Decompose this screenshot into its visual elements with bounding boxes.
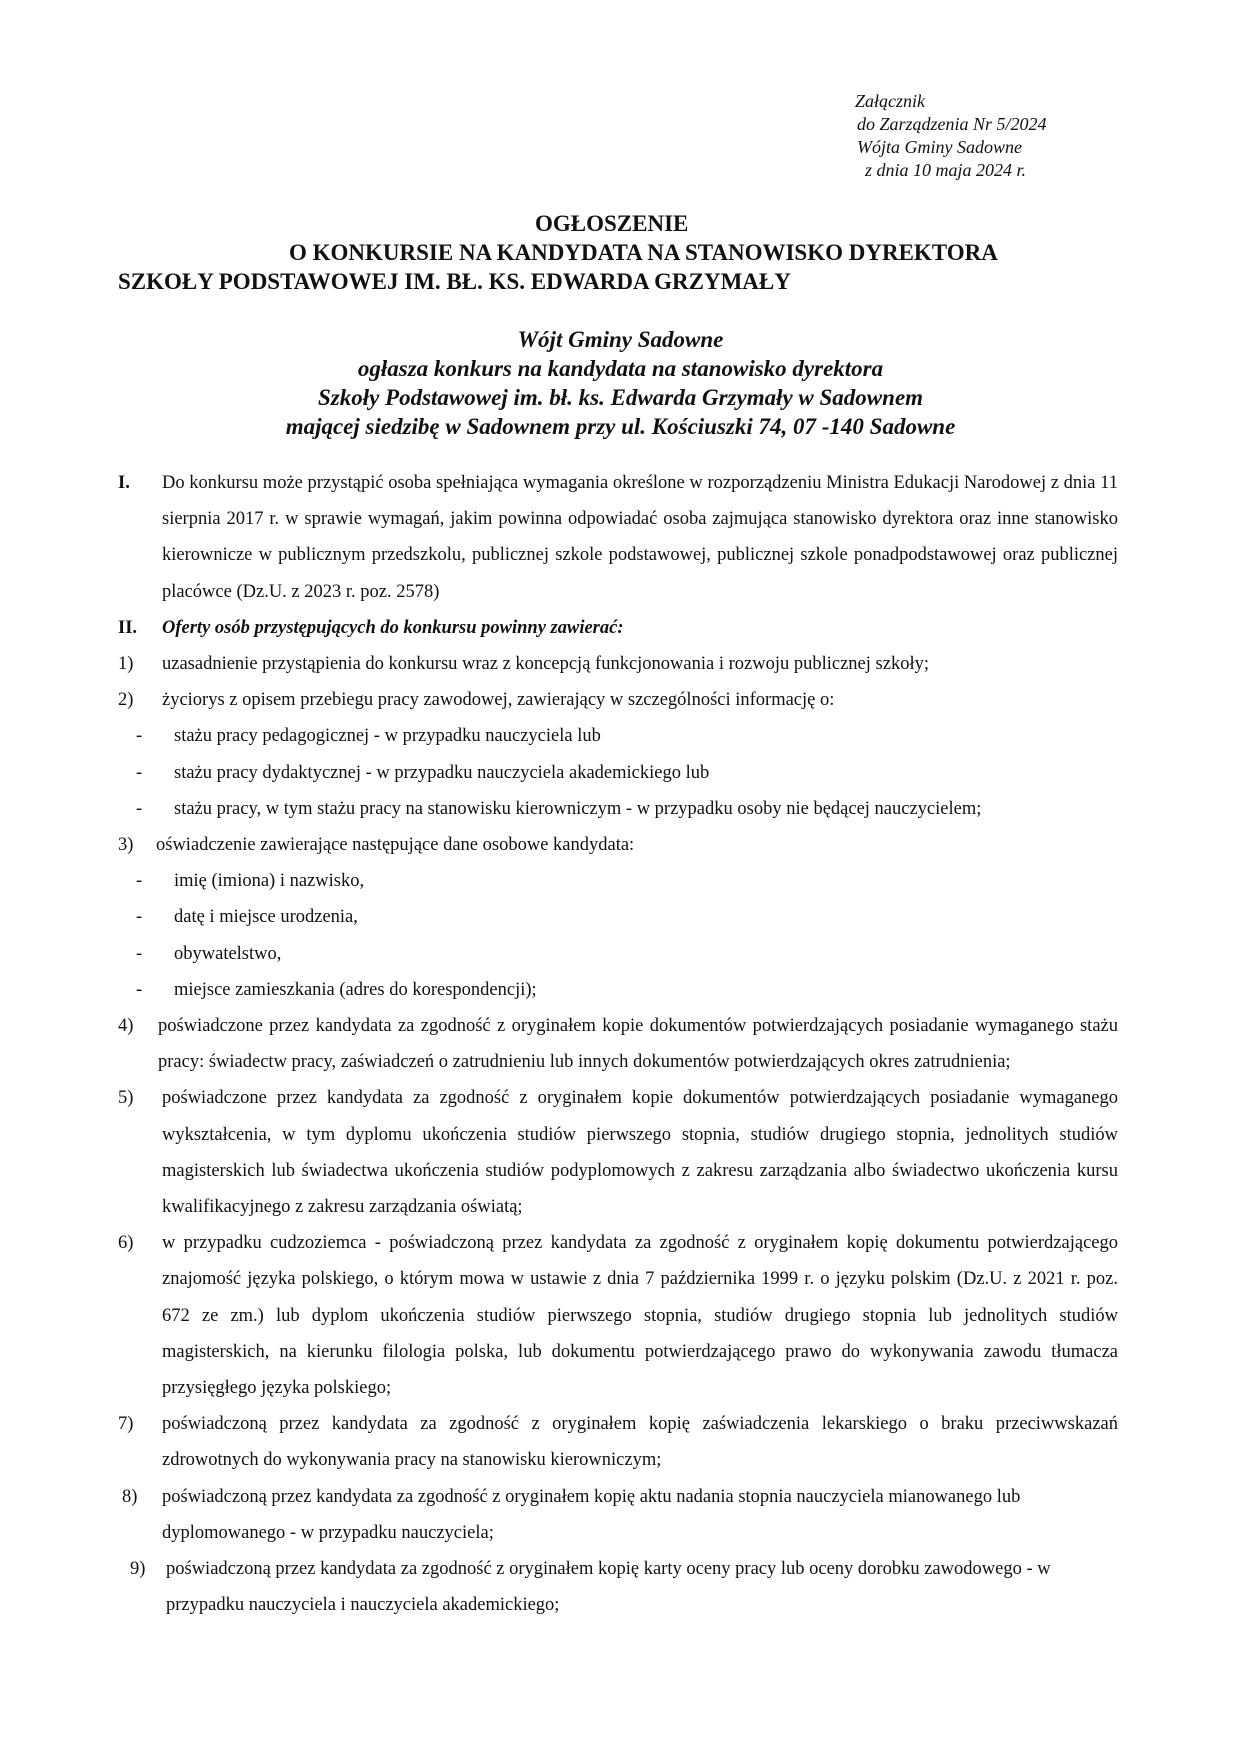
dash-marker: - (136, 943, 143, 964)
item-marker: 5) (118, 1088, 134, 1109)
section-2 (118, 610, 1118, 646)
heading-title: OGŁOSZENIE (535, 211, 689, 236)
item-text: oświadczenie zawierające następujące dane osobowe kandydata: (156, 835, 635, 856)
item-text: poświadczone przez kandydata za zgodność z oryginałem kopie dokumentów potwierdzających posiadanie wymaganego stażu pracy: świadectw pracy, zaświadczeń o zatrudnieniu lub innych dokumentów potwierdzających okres zatrudnienia; (158, 1016, 1118, 1073)
sub-item-text: datę i miejsce urodzenia, (174, 907, 358, 928)
dash-marker: - (136, 907, 143, 928)
section-marker: II. (118, 617, 138, 638)
list-item (118, 1551, 1118, 1623)
item-marker: 8) (122, 1486, 138, 1507)
document-body (118, 465, 1118, 1624)
sub-list-item (118, 718, 1118, 754)
dash-marker: - (136, 726, 143, 747)
item-text: uzasadnienie przystąpienia do konkursu wraz z koncepcją funkcjonowania i rozwoju publicznej szkoły; (162, 654, 929, 675)
heading-subtitle: O KONKURSIE NA KANDYDATA NA STANOWISKO DYREKTORA (289, 240, 998, 265)
section-title: Oferty osób przystępujących do konkursu powinny zawierać: (162, 617, 624, 638)
dash-marker: - (136, 798, 143, 819)
list-item (118, 682, 1118, 718)
item-text: życiorys z opisem przebiegu pracy zawodowej, zawierający w szczególności informację o: (162, 690, 835, 711)
item-marker: 7) (118, 1414, 134, 1435)
item-marker: 9) (130, 1559, 146, 1580)
attachment-line: Wójta Gminy Sadowne (857, 137, 1022, 157)
announcement-line: Szkoły Podstawowej im. bł. ks. Edwarda Grzymały w Sadownem (317, 385, 924, 410)
attachment-line: do Zarządzenia Nr 5/2024 (857, 114, 1047, 134)
list-item (118, 1479, 1118, 1551)
sub-list-item (118, 899, 1118, 935)
sub-list-item (118, 936, 1118, 972)
sub-item-text: obywatelstwo, (174, 943, 282, 964)
item-marker: 2) (118, 690, 134, 711)
item-text: poświadczoną przez kandydata za zgodność z oryginałem kopię zaświadczenia lekarskiego o braku przeciwwskazań zdrowotnych do wykonywania pracy na stanowisku kierowniczym; (162, 1414, 1118, 1471)
section-text: Do konkursu może przystąpić osoba spełniająca wymagania określone w rozporządzeniu Ministra Edukacji Narodowej z dnia 11 sierpnia 2017 r. w sprawie wymagań, jakim powinna odpowiadać osoba zajmująca stanowisko dyrektora oraz inne stanowisko kierownicze w publicznym przedszkolu, publicznej szkole podstawowej, publicznej szkole ponadpodstawowej oraz publicznej placówce (Dz.U. z 2023 r. poz. 2578) (162, 473, 1118, 602)
announcement-line: ogłasza konkurs na kandydata na stanowisko dyrektora (357, 356, 884, 381)
sub-list-item (118, 972, 1118, 1008)
heading-subtitle: SZKOŁY PODSTAWOWEJ IM. BŁ. KS. EDWARDA GRZYMAŁY (118, 269, 791, 294)
item-text: poświadczone przez kandydata za zgodność z oryginałem kopie dokumentów potwierdzających posiadanie wymaganego wykształcenia, w tym dyplomu ukończenia studiów pierwszego stopnia, studiów drugiego stopnia, jednolitych studiów magisterskich lub świadectwa ukończenia studiów podyplomowych z zakresu zarządzania albo świadectwo ukończenia kursu kwalifikacyjnego z zakresu zarządzania oświatą; (162, 1088, 1118, 1218)
list-item (118, 1225, 1118, 1406)
item-marker: 6) (118, 1233, 134, 1254)
sub-item-text: miejsce zamieszkania (adres do korespondencji); (174, 979, 537, 1000)
item-text: poświadczoną przez kandydata za zgodność z oryginałem kopię aktu nadania stopnia nauczyciela mianowanego lub dyplomowanego - w przypadku nauczyciela; (162, 1486, 1021, 1543)
list-item (118, 1008, 1118, 1080)
sub-item-text: stażu pracy pedagogicznej - w przypadku nauczyciela lub (174, 726, 601, 747)
sub-list-item (118, 791, 1118, 827)
section-marker: I. (118, 473, 130, 493)
announcement-line: Wójt Gminy Sadowne (517, 327, 724, 352)
item-marker: 3) (118, 835, 134, 856)
list-item (118, 827, 1118, 863)
item-marker: 4) (118, 1016, 134, 1037)
attachment-note (855, 90, 1047, 182)
list-item (118, 1406, 1118, 1478)
dash-marker: - (136, 762, 143, 783)
item-text: poświadczoną przez kandydata za zgodność z oryginałem kopię karty oceny pracy lub oceny dorobku zawodowego - w przypadku nauczyciela i nauczyciela akademickiego; (166, 1559, 1051, 1616)
announcement-line: mającej siedzibę w Sadownem przy ul. Kościuszki 74, 07 -140 Sadowne (285, 414, 956, 439)
sub-item-text: stażu pracy, w tym stażu pracy na stanowisku kierowniczym - w przypadku osoby nie będącej nauczycielem; (174, 798, 982, 819)
list-item (118, 1080, 1118, 1225)
item-text: w przypadku cudzoziemca - poświadczoną przez kandydata za zgodność z oryginałem kopię dokumentu potwierdzającego znajomość języka polskiego, o którym mowa w ustawie z dnia 7 października 1999 r. o języku polskim (Dz.U. z 2021 r. poz. 672 ze zm.) lub dyplom ukończenia studiów pierwszego stopnia, studiów drugiego stopnia lub jednolitych studiów magisterskich, na kierunku filologia polska, lub dokumentu potwierdzającego prawo do wykonywania zawodu tłumacza przysięgłego języka polskiego; (162, 1233, 1118, 1399)
sub-list-item (118, 863, 1118, 899)
sub-list-item (118, 755, 1118, 791)
attachment-line: Załącznik (855, 91, 925, 111)
dash-marker: - (136, 979, 143, 1000)
dash-marker: - (136, 871, 143, 892)
item-marker: 1) (118, 654, 134, 675)
attachment-line: z dnia 10 maja 2024 r. (865, 160, 1027, 180)
announcement-block (0, 325, 1241, 441)
section-1 (118, 465, 1118, 610)
list-item (118, 646, 1118, 682)
sub-item-text: imię (imiona) i nazwisko, (174, 871, 365, 892)
sub-item-text: stażu pracy dydaktycznej - w przypadku nauczyciela akademickiego lub (174, 762, 710, 783)
